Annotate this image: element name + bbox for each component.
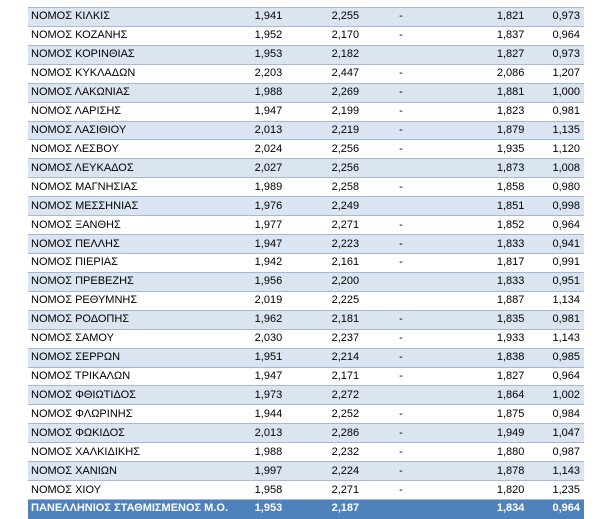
prices-table-body — [28, 8, 584, 519]
value-col-4: 1,875 — [429, 405, 527, 424]
table-row — [28, 443, 584, 462]
value-col-1: 1,989 — [229, 178, 295, 197]
table-row — [28, 83, 584, 102]
value-col-4: 1,935 — [429, 140, 527, 159]
value-col-4: 1,820 — [429, 481, 527, 500]
value-col-5: 0,973 — [526, 45, 584, 64]
value-col-3: - — [367, 348, 429, 367]
table-row — [28, 159, 584, 178]
value-col-2: 2,181 — [295, 310, 367, 329]
value-col-4: 1,817 — [429, 253, 527, 272]
table-row — [28, 253, 584, 272]
value-col-4: 1,833 — [429, 272, 527, 291]
value-col-1: 2,027 — [229, 159, 295, 178]
value-col-3 — [367, 197, 429, 216]
value-col-2: 2,223 — [295, 235, 367, 254]
value-col-4: 1,835 — [429, 310, 527, 329]
table-row — [28, 386, 584, 405]
value-col-4: 1,851 — [429, 197, 527, 216]
value-col-5: 0,964 — [526, 367, 584, 386]
value-col-2: 2,256 — [295, 140, 367, 159]
table-row — [28, 329, 584, 348]
value-col-5: 1,207 — [526, 64, 584, 83]
table-row — [28, 197, 584, 216]
value-col-4: 1,878 — [429, 462, 527, 481]
prefecture-name: ΝΟΜΟΣ ΧΑΛΚΙΔΙΚΗΣ — [28, 443, 229, 462]
prefecture-name: ΝΟΜΟΣ ΛΕΥΚΑΔΟΣ — [28, 159, 229, 178]
prefecture-name: ΝΟΜΟΣ ΚΟΖΑΝΗΣ — [28, 26, 229, 45]
prefecture-name: ΝΟΜΟΣ ΛΑΚΩΝΙΑΣ — [28, 83, 229, 102]
value-col-5: 0,981 — [526, 102, 584, 121]
table-row — [28, 45, 584, 64]
value-col-1: 1,942 — [229, 253, 295, 272]
value-col-5: 0,987 — [526, 443, 584, 462]
prefecture-name: ΝΟΜΟΣ ΠΕΛΛΗΣ — [28, 235, 229, 254]
value-col-3: - — [367, 310, 429, 329]
prefecture-name: ΝΟΜΟΣ ΧΑΝΙΩΝ — [28, 462, 229, 481]
value-col-3: - — [367, 367, 429, 386]
prefecture-name: ΝΟΜΟΣ ΤΡΙΚΑΛΩΝ — [28, 367, 229, 386]
value-col-5: 1,143 — [526, 462, 584, 481]
table-row — [28, 235, 584, 254]
prefecture-name: ΝΟΜΟΣ ΦΩΚΙΔΟΣ — [28, 424, 229, 443]
value-col-2: 2,258 — [295, 178, 367, 197]
table-row — [28, 8, 584, 27]
value-col-5: 0,941 — [526, 235, 584, 254]
value-col-2: 2,232 — [295, 443, 367, 462]
value-col-2: 2,271 — [295, 481, 367, 500]
value-col-4: 1,949 — [429, 424, 527, 443]
table-row — [28, 178, 584, 197]
value-col-4: 1,858 — [429, 178, 527, 197]
value-col-5: 1,047 — [526, 424, 584, 443]
value-col-4: 1,880 — [429, 443, 527, 462]
value-col-2: 2,161 — [295, 253, 367, 272]
value-col-3: - — [367, 443, 429, 462]
value-col-3: - — [367, 178, 429, 197]
value-col-5: 1,143 — [526, 329, 584, 348]
value-col-2: 2,269 — [295, 83, 367, 102]
value-col-5: 0,964 — [526, 26, 584, 45]
table-row — [28, 272, 584, 291]
table-total-row — [28, 499, 584, 518]
value-col-3: - — [367, 8, 429, 27]
value-col-2: 2,255 — [295, 8, 367, 27]
prefecture-name: ΝΟΜΟΣ ΛΕΣΒΟΥ — [28, 140, 229, 159]
value-col-4: 1,852 — [429, 216, 527, 235]
value-col-4: 1,833 — [429, 235, 527, 254]
value-col-1: 1,947 — [229, 367, 295, 386]
value-col-5: 1,000 — [526, 83, 584, 102]
value-col-1: 2,013 — [229, 121, 295, 140]
table-row — [28, 481, 584, 500]
value-col-2: 2,256 — [295, 159, 367, 178]
prefecture-name: ΝΟΜΟΣ ΠΡΕΒΕΖΗΣ — [28, 272, 229, 291]
table-row — [28, 405, 584, 424]
value-col-5: 0,981 — [526, 310, 584, 329]
value-col-5: 0,980 — [526, 178, 584, 197]
value-col-3: - — [367, 405, 429, 424]
value-col-4: 1,881 — [429, 83, 527, 102]
value-col-5: 0,984 — [526, 405, 584, 424]
value-col-1: 1,997 — [229, 462, 295, 481]
value-col-1: 1,988 — [229, 83, 295, 102]
value-col-2: 2,187 — [295, 499, 367, 518]
value-col-3: - — [367, 64, 429, 83]
prefecture-name: ΝΟΜΟΣ ΡΕΘΥΜΝΗΣ — [28, 291, 229, 310]
value-col-3: - — [367, 83, 429, 102]
prices-table — [28, 7, 584, 519]
value-col-3: - — [367, 481, 429, 500]
value-col-1: 1,944 — [229, 405, 295, 424]
value-col-4: 1,879 — [429, 121, 527, 140]
value-col-4: 1,827 — [429, 45, 527, 64]
value-col-4: 1,838 — [429, 348, 527, 367]
value-col-4: 1,837 — [429, 26, 527, 45]
value-col-1: 2,013 — [229, 424, 295, 443]
value-col-1: 1,953 — [229, 499, 295, 518]
value-col-1: 2,030 — [229, 329, 295, 348]
value-col-5: 1,120 — [526, 140, 584, 159]
value-col-3: - — [367, 26, 429, 45]
table-row — [28, 367, 584, 386]
value-col-1: 1,953 — [229, 45, 295, 64]
value-col-4: 2,086 — [429, 64, 527, 83]
value-col-2: 2,182 — [295, 45, 367, 64]
value-col-1: 1,958 — [229, 481, 295, 500]
value-col-3: - — [367, 121, 429, 140]
value-col-2: 2,271 — [295, 216, 367, 235]
value-col-4: 1,887 — [429, 291, 527, 310]
table-row — [28, 348, 584, 367]
value-col-5: 0,985 — [526, 348, 584, 367]
value-col-1: 1,956 — [229, 272, 295, 291]
value-col-1: 2,019 — [229, 291, 295, 310]
value-col-5: 1,235 — [526, 481, 584, 500]
value-col-2: 2,447 — [295, 64, 367, 83]
value-col-3 — [367, 499, 429, 518]
value-col-2: 2,225 — [295, 291, 367, 310]
prefecture-name: ΝΟΜΟΣ ΚΙΛΚΙΣ — [28, 8, 229, 27]
prefecture-name: ΝΟΜΟΣ ΡΟΔΟΠΗΣ — [28, 310, 229, 329]
value-col-4: 1,834 — [429, 499, 527, 518]
value-col-3: - — [367, 140, 429, 159]
value-col-3 — [367, 159, 429, 178]
value-col-5: 1,135 — [526, 121, 584, 140]
value-col-2: 2,286 — [295, 424, 367, 443]
prefecture-name: ΝΟΜΟΣ ΣΕΡΡΩΝ — [28, 348, 229, 367]
value-col-3 — [367, 386, 429, 405]
value-col-1: 1,988 — [229, 443, 295, 462]
value-col-2: 2,272 — [295, 386, 367, 405]
prefecture-name: ΝΟΜΟΣ ΜΕΣΣΗΝΙΑΣ — [28, 197, 229, 216]
value-col-3: - — [367, 329, 429, 348]
table-row — [28, 26, 584, 45]
value-col-4: 1,873 — [429, 159, 527, 178]
value-col-2: 2,200 — [295, 272, 367, 291]
table-row — [28, 310, 584, 329]
value-col-3: - — [367, 253, 429, 272]
table-row — [28, 216, 584, 235]
table-row — [28, 64, 584, 83]
value-col-2: 2,214 — [295, 348, 367, 367]
value-col-1: 1,977 — [229, 216, 295, 235]
value-col-3: - — [367, 424, 429, 443]
prefecture-name: ΝΟΜΟΣ ΚΥΚΛΑΔΩΝ — [28, 64, 229, 83]
value-col-3 — [367, 45, 429, 64]
value-col-4: 1,827 — [429, 367, 527, 386]
value-col-3: - — [367, 462, 429, 481]
prefecture-name: ΝΟΜΟΣ ΜΑΓΝΗΣΙΑΣ — [28, 178, 229, 197]
value-col-2: 2,252 — [295, 405, 367, 424]
prefecture-name: ΝΟΜΟΣ ΛΑΡΙΣΗΣ — [28, 102, 229, 121]
value-col-4: 1,933 — [429, 329, 527, 348]
table-row — [28, 424, 584, 443]
prefecture-name: ΝΟΜΟΣ ΣΑΜΟΥ — [28, 329, 229, 348]
value-col-5: 0,964 — [526, 499, 584, 518]
value-col-1: 1,973 — [229, 386, 295, 405]
value-col-1: 1,962 — [229, 310, 295, 329]
value-col-4: 1,823 — [429, 102, 527, 121]
value-col-1: 1,941 — [229, 8, 295, 27]
value-col-3: - — [367, 235, 429, 254]
prefecture-name: ΠΑΝΕΛΛΗΝΙΟΣ ΣΤΑΘΜΙΣΜΕΝΟΣ Μ.Ο. — [28, 499, 229, 518]
table-row — [28, 291, 584, 310]
value-col-1: 1,976 — [229, 197, 295, 216]
value-col-5: 1,002 — [526, 386, 584, 405]
table-row — [28, 121, 584, 140]
value-col-2: 2,224 — [295, 462, 367, 481]
prefecture-name: ΝΟΜΟΣ ΚΟΡΙΝΘΙΑΣ — [28, 45, 229, 64]
value-col-2: 2,171 — [295, 367, 367, 386]
value-col-5: 0,991 — [526, 253, 584, 272]
table-row — [28, 102, 584, 121]
value-col-4: 1,821 — [429, 8, 527, 27]
value-col-5: 1,008 — [526, 159, 584, 178]
value-col-3: - — [367, 216, 429, 235]
prefecture-name: ΝΟΜΟΣ ΛΑΣΙΘΙΟΥ — [28, 121, 229, 140]
value-col-4: 1,864 — [429, 386, 527, 405]
value-col-2: 2,199 — [295, 102, 367, 121]
value-col-2: 2,249 — [295, 197, 367, 216]
value-col-2: 2,219 — [295, 121, 367, 140]
table-row — [28, 462, 584, 481]
value-col-5: 1,134 — [526, 291, 584, 310]
table-row — [28, 140, 584, 159]
value-col-2: 2,170 — [295, 26, 367, 45]
value-col-3: - — [367, 102, 429, 121]
value-col-3 — [367, 291, 429, 310]
value-col-5: 0,951 — [526, 272, 584, 291]
prefecture-name: ΝΟΜΟΣ ΞΑΝΘΗΣ — [28, 216, 229, 235]
value-col-1: 1,947 — [229, 235, 295, 254]
prefecture-name: ΝΟΜΟΣ ΧΙΟΥ — [28, 481, 229, 500]
value-col-2: 2,237 — [295, 329, 367, 348]
prefecture-name: ΝΟΜΟΣ ΦΘΙΩΤΙΔΟΣ — [28, 386, 229, 405]
value-col-5: 0,998 — [526, 197, 584, 216]
value-col-1: 1,947 — [229, 102, 295, 121]
prefecture-name: ΝΟΜΟΣ ΠΙΕΡΙΑΣ — [28, 253, 229, 272]
value-col-5: 0,964 — [526, 216, 584, 235]
value-col-1: 2,203 — [229, 64, 295, 83]
value-col-1: 1,952 — [229, 26, 295, 45]
value-col-5: 0,973 — [526, 8, 584, 27]
value-col-1: 2,024 — [229, 140, 295, 159]
value-col-1: 1,951 — [229, 348, 295, 367]
prefecture-name: ΝΟΜΟΣ ΦΛΩΡΙΝΗΣ — [28, 405, 229, 424]
value-col-3 — [367, 272, 429, 291]
